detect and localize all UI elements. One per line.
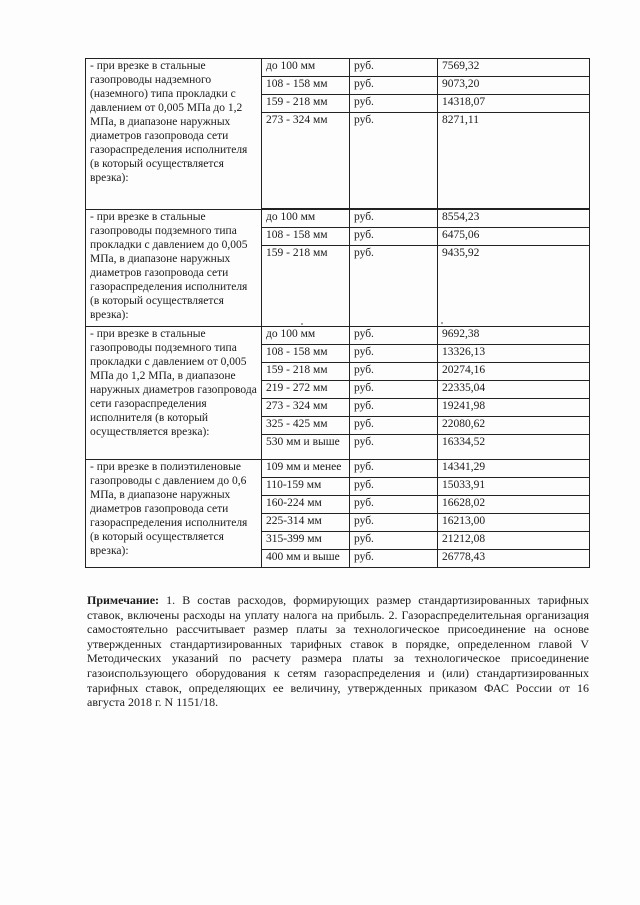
footnote-text: 1. В состав расходов, формирующих размер стандартизированных тарифных ставок, включены расходы на уплату налога на прибыль. 2. Газораспределительная организация самостоятельно рассчитывает размер платы за технологическое присоединение на основе утвержденных стандартизированных тарифных ставок в порядке, определенном главой V Методических указаний по расчету размера платы за технологическое присоединение газоиспользующего оборудования к сетям газораспределения и (или) стандартизированных тарифных ставок, определяющих ее величину, утвержденных приказом ФАС России от 16 августа 2018 г. N 1151/18. bbox=[87, 593, 590, 710]
diameter-range: до 100 мм bbox=[262, 327, 350, 345]
diameter-range: 159 - 218 мм bbox=[262, 363, 350, 381]
currency-unit: руб. bbox=[350, 363, 438, 381]
currency-unit: руб. bbox=[350, 514, 438, 532]
group-description: - при врезке в полиэтиленовые газопроводы с давлением до 0,6 МПа, в диапазоне наружных диаметров газопровода сети газораспределения исполнителя (в который осуществляется врезка): bbox=[86, 460, 262, 568]
tariff-table bbox=[85, 58, 590, 568]
tariff-value: 9073,20 bbox=[438, 77, 590, 95]
tariff-value: 9692,38 bbox=[438, 327, 590, 345]
tariff-value: 16628,02 bbox=[438, 496, 590, 514]
diameter-range: 108 - 158 мм bbox=[262, 228, 350, 246]
table-row bbox=[86, 59, 590, 77]
currency-unit: руб. bbox=[350, 327, 438, 345]
tariff-value: 6475,06 bbox=[438, 228, 590, 246]
tariff-value: 16334,52 bbox=[438, 435, 590, 460]
table-row bbox=[86, 210, 590, 228]
footnote-label: Примечание: bbox=[87, 593, 160, 607]
tariff-value: 20274,16 bbox=[438, 363, 590, 381]
tariff-value: 8554,23 bbox=[438, 210, 590, 228]
tariff-value: 22080,62 bbox=[438, 417, 590, 435]
scan-speck bbox=[301, 323, 303, 325]
tariff-value: 15033,91 bbox=[438, 478, 590, 496]
diameter-range: до 100 мм bbox=[262, 59, 350, 77]
currency-unit: руб. bbox=[350, 113, 438, 209]
diameter-range: 273 - 324 мм bbox=[262, 113, 350, 209]
tariff-value: 13326,13 bbox=[438, 345, 590, 363]
diameter-range: 108 - 158 мм bbox=[262, 345, 350, 363]
diameter-range: 315-399 мм bbox=[262, 532, 350, 550]
table-row bbox=[86, 460, 590, 478]
currency-unit: руб. bbox=[350, 210, 438, 228]
currency-unit: руб. bbox=[350, 345, 438, 363]
diameter-range: 108 - 158 мм bbox=[262, 77, 350, 95]
currency-unit: руб. bbox=[350, 417, 438, 435]
diameter-range: 530 мм и выше bbox=[262, 435, 350, 460]
table-row bbox=[86, 327, 590, 345]
group-description: - при врезке в стальные газопроводы подземного типа прокладки с давлением от 0,005 МПа до 1,2 МПа, в диапазоне наружных диаметров газопровода сети газораспределения исполнителя (в который осуществляется врезка): bbox=[86, 327, 262, 460]
tariff-value: 19241,98 bbox=[438, 399, 590, 417]
tariff-value: 7569,32 bbox=[438, 59, 590, 77]
diameter-range: 325 - 425 мм bbox=[262, 417, 350, 435]
scan-speck bbox=[441, 322, 443, 324]
diameter-range: 273 - 324 мм bbox=[262, 399, 350, 417]
diameter-range: 160-224 мм bbox=[262, 496, 350, 514]
currency-unit: руб. bbox=[350, 550, 438, 568]
currency-unit: руб. bbox=[350, 246, 438, 327]
currency-unit: руб. bbox=[350, 381, 438, 399]
diameter-range: 109 мм и менее bbox=[262, 460, 350, 478]
currency-unit: руб. bbox=[350, 460, 438, 478]
currency-unit: руб. bbox=[350, 95, 438, 113]
footnote bbox=[87, 593, 589, 710]
diameter-range: 219 - 272 мм bbox=[262, 381, 350, 399]
tariff-value: 14318,07 bbox=[438, 95, 590, 113]
group-description: - при врезке в стальные газопроводы надземного (наземного) типа прокладки с давлением от 0,005 МПа до 1,2 МПа, в диапазоне наружных диаметров газопровода сети газораспределения исполнителя (в который осуществляется врезка): bbox=[86, 59, 262, 210]
diameter-range: 110-159 мм bbox=[262, 478, 350, 496]
currency-unit: руб. bbox=[350, 228, 438, 246]
tariff-value: 21212,08 bbox=[438, 532, 590, 550]
tariff-value: 14341,29 bbox=[438, 460, 590, 478]
tariff-value: 9435,92 bbox=[438, 246, 590, 327]
currency-unit: руб. bbox=[350, 532, 438, 550]
currency-unit: руб. bbox=[350, 496, 438, 514]
currency-unit: руб. bbox=[350, 77, 438, 95]
diameter-range: 225-314 мм bbox=[262, 514, 350, 532]
tariff-value: 26778,43 bbox=[438, 550, 590, 568]
diameter-range: до 100 мм bbox=[262, 210, 350, 228]
diameter-range: 159 - 218 мм bbox=[262, 95, 350, 113]
tariff-value: 8271,11 bbox=[438, 113, 590, 209]
currency-unit: руб. bbox=[350, 399, 438, 417]
tariff-value: 16213,00 bbox=[438, 514, 590, 532]
currency-unit: руб. bbox=[350, 59, 438, 77]
group-description: - при врезке в стальные газопроводы подземного типа прокладки с давлением до 0,005 МПа, в диапазоне наружных диаметров газопровода сети газораспределения исполнителя (в который осуществляется врезка): bbox=[86, 210, 262, 327]
currency-unit: руб. bbox=[350, 435, 438, 460]
tariff-value: 22335,04 bbox=[438, 381, 590, 399]
currency-unit: руб. bbox=[350, 478, 438, 496]
diameter-range: 159 - 218 мм bbox=[262, 246, 350, 327]
diameter-range: 400 мм и выше bbox=[262, 550, 350, 568]
